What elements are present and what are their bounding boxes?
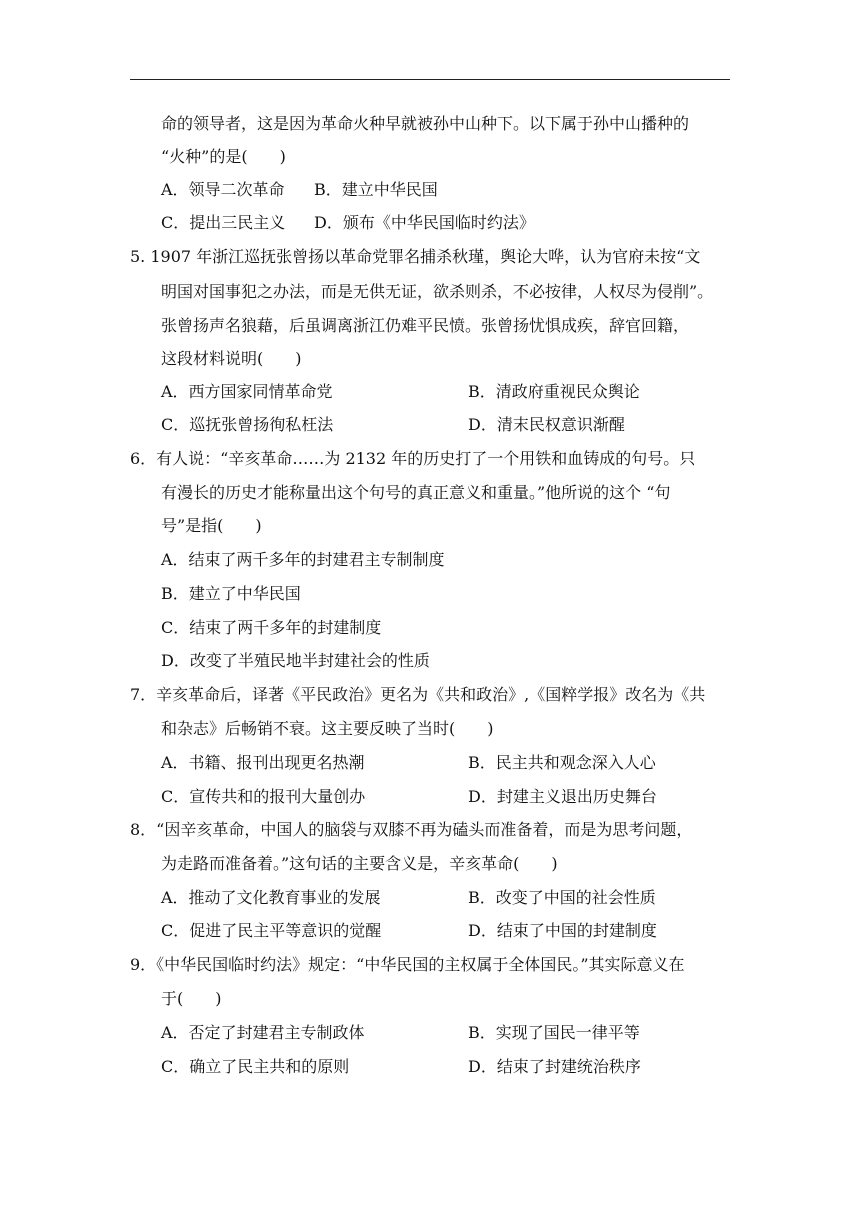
question-7-stem-line: 7．辛亥革命后，译著《平民政治》更名为《共和政治》,《国粹学报》改名为《共 [130, 685, 706, 704]
question-6-stem-line: 号”是指( ) [161, 516, 262, 535]
question-5-stem-line: 这段材料说明( ) [161, 349, 302, 368]
question-9-option-a: A．否定了封建君主专制政体 [161, 1023, 365, 1042]
question-8-option-d: D．结束了中国的封建制度 [468, 921, 657, 940]
question-5-stem-line: 张曾扬声名狼藉，后虽调离浙江仍难平民愤。张曾扬忧惧成疾，辞官回籍， [161, 316, 690, 335]
question-6-option-b: B．建立了中华民国 [161, 584, 301, 603]
question-5-option-d: D．清末民权意识渐醒 [468, 415, 625, 434]
question-7-option-c: C．宣传共和的报刊大量创办 [161, 787, 366, 806]
question-7-option-b: B．民主共和观念深入人心 [468, 753, 656, 772]
question-6-option-c: C．结束了两千多年的封建制度 [161, 618, 382, 637]
question-9-option-b: B．实现了国民一律平等 [468, 1023, 640, 1042]
question-5-option-c: C．巡抚张曾扬徇私枉法 [161, 415, 334, 434]
question-5-stem-line: 明国对国事犯之办法，而是无供无证，欲杀则杀，不必按律，人权尽为侵削”。 [161, 282, 714, 301]
question-9-option-c: C．确立了民主共和的原则 [161, 1057, 350, 1076]
question-8-option-b: B．改变了中国的社会性质 [468, 888, 656, 907]
question-6-option-d: D．改变了半殖民地半封建社会的性质 [161, 651, 430, 670]
question-4-stem-line: “火种”的是( ) [161, 147, 286, 166]
question-7-stem-line: 和杂志》后畅销不衰。这主要反映了当时( ) [161, 719, 494, 738]
question-8-stem-line: 为走路而准备着。”这句话的主要含义是，辛亥革命( ) [161, 854, 558, 873]
question-4-option-c: C．提出三民主义 [161, 213, 286, 232]
question-6-stem-line: 6．有人说：“辛亥革命……为 2132 年的历史打了一个用铁和血铸成的句号。只 [130, 449, 696, 468]
question-7-option-d: D．封建主义退出历史舞台 [468, 787, 657, 806]
header-rule [130, 79, 730, 80]
question-4-stem-line: 命的领导者，这是因为革命火种早就被孙中山种下。以下属于孙中山播种的 [161, 114, 690, 133]
question-6-stem-line: 有漫长的历史才能称量出这个句号的真正意义和重量。”他所说的这个 “句 [161, 483, 671, 502]
question-8-stem-line: 8．“因辛亥革命，中国人的脑袋与双膝不再为磕头而准备着，而是为思考问题， [130, 820, 693, 839]
question-5-option-a: A．西方国家同情革命党 [161, 382, 333, 401]
question-9-option-d: D．结束了封建统治秩序 [468, 1057, 641, 1076]
question-8-option-a: A．推动了文化教育事业的发展 [161, 888, 381, 907]
question-8-option-c: C．促进了民主平等意识的觉醒 [161, 921, 382, 940]
question-9-stem-line: 于( ) [161, 989, 222, 1008]
question-7-option-a: A．书籍、报刊出现更名热潮 [161, 753, 365, 772]
question-5-option-b: B．清政府重视民众舆论 [468, 382, 640, 401]
question-6-option-a: A．结束了两千多年的封建君主专制制度 [161, 550, 445, 569]
question-4-option-d: D．颁布《中华民国临时约法》 [314, 213, 535, 232]
question-4-option-a: A．领导二次革命 [161, 180, 285, 199]
question-5-stem-line: 5. 1907 年浙江巡抚张曾扬以革命党罪名捕杀秋瑾，舆论大哗，认为官府未按“文 [130, 247, 701, 266]
question-9-stem-line: 9．《中华民国临时约法》规定：“中华民国的主权属于全体国民。”其实际意义在 [130, 955, 685, 974]
question-4-option-b: B．建立中华民国 [314, 180, 438, 199]
